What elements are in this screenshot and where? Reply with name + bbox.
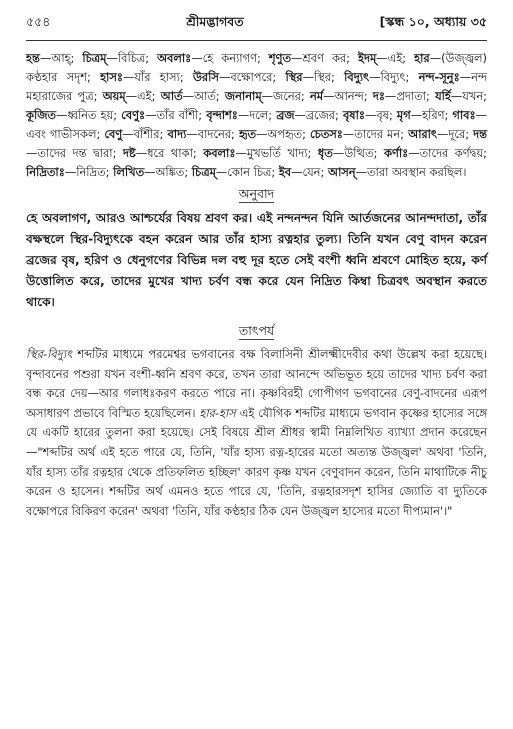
synonym-word: বেণুঃ [121, 108, 146, 122]
synonym-meaning: —হরিণ; [410, 108, 453, 122]
synonym-meaning: —দূরে; [437, 127, 474, 141]
synonym-meaning: —তাদের মন; [342, 127, 409, 141]
synonym-word: আরাৎ [408, 127, 438, 141]
synonym-meaning: —ধরে থাকা; [135, 146, 204, 160]
synonym-meaning: —তাঁর বাঁশী; [145, 108, 207, 122]
synonym-meaning: —তারা অবস্থান করছিল। [355, 165, 467, 179]
chapter-reference: [স্কন্ধ ১০, অধ্যায় ৩৫ [379, 14, 487, 29]
synonym-word: শৃণুত [268, 51, 292, 65]
synonym-word: আসন্ [327, 165, 356, 179]
synonym-word: কর্ণাঃ [383, 146, 409, 160]
synonym-meaning: —(উজ্জ্বল) কণ্ঠহার সদৃশ; [26, 51, 487, 84]
synonym-meaning: —যাঁর হাস্য; [122, 70, 194, 84]
synonym-word: ধৃত [317, 146, 333, 160]
synonym-meaning: —দলে; [237, 108, 277, 122]
synonym-meaning: —আনন্দ; [323, 89, 373, 103]
synonym-meaning: —বাঁশীর; [122, 127, 168, 141]
synonym-word: গাবঃ [452, 108, 476, 122]
synonym-word: চেতসঃ [309, 127, 343, 141]
synonym-word: লিখিত [113, 165, 145, 179]
synonym-meaning: —শ্রবণ কর; [291, 51, 359, 65]
synonym-meaning: —ব্রজের; [294, 108, 343, 122]
synonym-word: উরসি [193, 70, 219, 84]
synonym-word: চিত্রম্ [82, 51, 107, 65]
synonym-meaning: —বাদনের; [186, 127, 239, 141]
synonym-meaning: —জনের; [261, 89, 310, 103]
synonym-meaning: —এবং গাভীসকল; [26, 108, 487, 141]
synonym-meaning: —যেন; [291, 165, 328, 179]
synonym-meaning: —প্রদাতা; [384, 89, 436, 103]
page-number: ৫৫৪ [26, 14, 51, 29]
synonym-meaning: —কোন চিত্র; [215, 165, 279, 179]
synonym-word: বাদ্য [167, 127, 187, 141]
synonym-meaning: —এই; [125, 89, 161, 103]
synonym-word: বৃষাঃ [342, 108, 365, 122]
synonym-word: জনানাম্ [224, 89, 262, 103]
synonym-meaning: —তাদের কর্ণদ্বয়; [408, 146, 487, 160]
synonym-word: দন্ত [473, 127, 487, 141]
synonym-meaning: —বক্ষোপরে; [218, 70, 286, 84]
synonym-meaning: —নিদ্রিত; [64, 165, 114, 179]
synonym-word: মৃগ [396, 108, 411, 122]
synonym-word: ইব [278, 165, 292, 179]
synonym-word: স্থির [285, 70, 303, 84]
synonym-meaning: —যখন; [450, 89, 487, 103]
synonym-meaning: —মুখভর্তি খাদ্য; [235, 146, 318, 160]
header-divider [26, 40, 487, 41]
synonym-meaning: —উত্থিত; [332, 146, 384, 160]
purport-heading: তাৎপর্য [238, 323, 275, 338]
synonym-meaning: —স্থির; [302, 70, 345, 84]
purport-term: স্থির-বিদ্যুৎ [26, 347, 73, 361]
synonym-word: দষ্ট [122, 146, 136, 160]
synonym-word: হন্ত [26, 51, 40, 65]
synonym-meaning: —আহ্; [39, 51, 83, 65]
synonym-meaning: —অঙ্কিত; [144, 165, 192, 179]
synonym-word: কবলাঃ [203, 146, 236, 160]
synonym-word: হৃত [238, 127, 257, 141]
synonym-meaning: —ধ্বনিত হয়; [55, 108, 122, 122]
synonym-word: অবলাঃ [157, 51, 192, 65]
synonym-meaning: —এই; [376, 51, 415, 65]
purport-text [26, 345, 487, 521]
purport-term: হার-হাস [199, 405, 236, 420]
synonym-meaning: —তাদের দন্ত দ্বারা; [26, 146, 123, 160]
synonym-word: ব্রজ [276, 108, 295, 122]
synonym-word: বৃন্দাশঃ [206, 108, 238, 122]
synonym-meaning: —বিচিত্র; [106, 51, 158, 65]
page-header [26, 14, 487, 34]
synonym-meaning: —অপহৃত; [256, 127, 310, 141]
synonym-word: কূজিত [26, 108, 56, 122]
synonym-word: নর্ম [310, 89, 324, 103]
book-title: শ্রীমদ্ভাগবত [186, 14, 244, 29]
synonym-meaning: —বৃষ; [364, 108, 397, 122]
synonym-word: বেণু [104, 127, 123, 141]
synonym-meaning: —হে কন্যাগণ; [191, 51, 269, 65]
synonym-meaning: —নন্দ মহারাজের পুত্র; [26, 70, 488, 103]
translation-heading: অনুবাদ [238, 186, 275, 201]
synonym-word: ইদম্ [358, 51, 377, 65]
synonym-word: নন্দ-সূনুঃ [418, 70, 460, 84]
synonym-word: দঃ [372, 89, 385, 103]
translation-text: হে অবলাগণ, আরও আশ্চর্যের বিষয় শ্রবণ কর। এই নন্দনন্দন যিনি আর্তজনের আনন্দদাতা, তাঁর বক্ষস্থলে স্থির-বিদ্যুৎকে বহন করেন আর তাঁর হাস্য রত্নহার তুল্য। তিনি যখন বেণু বাদন করেন ব্রজের বৃষ, হরিণ ও ধেনুগণের বিভিন্ন দল বহু দূর হতে সেই বংশী ধ্বনি শ্রবণে মোহিত হয়ে, কর্ণ উত্তোলিত করে, তাদের মুখের খাদ্য চর্বণ বন্ধ করে যেন নিদ্রিত কিম্বা চিত্রবৎ অবস্থান করতে থাকে। [26, 211, 487, 309]
synonyms-block [26, 49, 487, 182]
synonym-word: হাসঃ [100, 70, 123, 84]
synonym-word: নিদ্রিতাঃ [26, 165, 65, 179]
synonym-word: হার [414, 51, 430, 65]
synonym-word: অয়ম্ [102, 89, 126, 103]
synonym-word: বিদ্যুৎ [344, 70, 370, 84]
synonym-word: যর্হি [435, 89, 451, 103]
synonym-meaning: —আর্ত; [182, 89, 225, 103]
synonym-word: আর্ত [160, 89, 183, 103]
synonym-word: চিত্রম্ [191, 165, 216, 179]
synonym-meaning: —বিদ্যুৎ; [369, 70, 419, 84]
purport-paragraph: এই যৌগিক শব্দটির মাধ্যমে ভগবান কৃষ্ণের হাস্যের সঙ্গে যে একটি হারের তুলনা করা হয়েছে। সেই বিষয়ে শ্রীল শ্রীধর স্বামী নিম্নলিখিত ব্যাখ্যা প্রদান করেছেন—"শব্দটির অর্থ এই হতে পারে যে, তিনি, 'যাঁর হাস্য রত্ন-হারের মতো অত্যন্ত উজ্জ্বল' অথবা 'তিনি, যাঁর হাস্য তাঁর রত্নহার থেকে প্রতিফলিত হচ্ছিল' কারণ কৃষ্ণ যখন বেণুবাদন করেন, তিনি মাথাটিকে নীচু করেন ও হাসেন। শব্দটির অর্থ এমনও হতে পারে যে, 'তিনি, রত্নহারসদৃশ হাসির জ্যোতি বা দ্যুতিকে বক্ষোপরে বিকিরণ করেন' অথবা 'তিনি, যাঁর কণ্ঠহার ঠিক যেন উজ্জ্বল হাস্যের মতো দীপ্যমান'।" [26, 405, 487, 518]
purport-paragraph: শব্দটির মাধ্যমে পরমেশ্বর ভগবানের বক্ষ বিলাসিনী শ্রীলক্ষ্মীদেবীর কথা উল্লেখ করা হয়েছে। বৃন্দাবনের পশুরা যখন বংশী-ধ্বনি শ্রবণ করে, তখন তারা আনন্দে অভিভূত হয়ে তাদের খাদ্য চর্বণ করা বন্ধ করে দেয়—আর গলাধঃকরণ করতে পারে না। কৃষ্ণবিরহী গোপীগণ ভগবানের বেণু-বাদনের এরূপ অসাধারণ প্রভাবে বিস্মিত হয়েছিলেন। [26, 347, 487, 420]
